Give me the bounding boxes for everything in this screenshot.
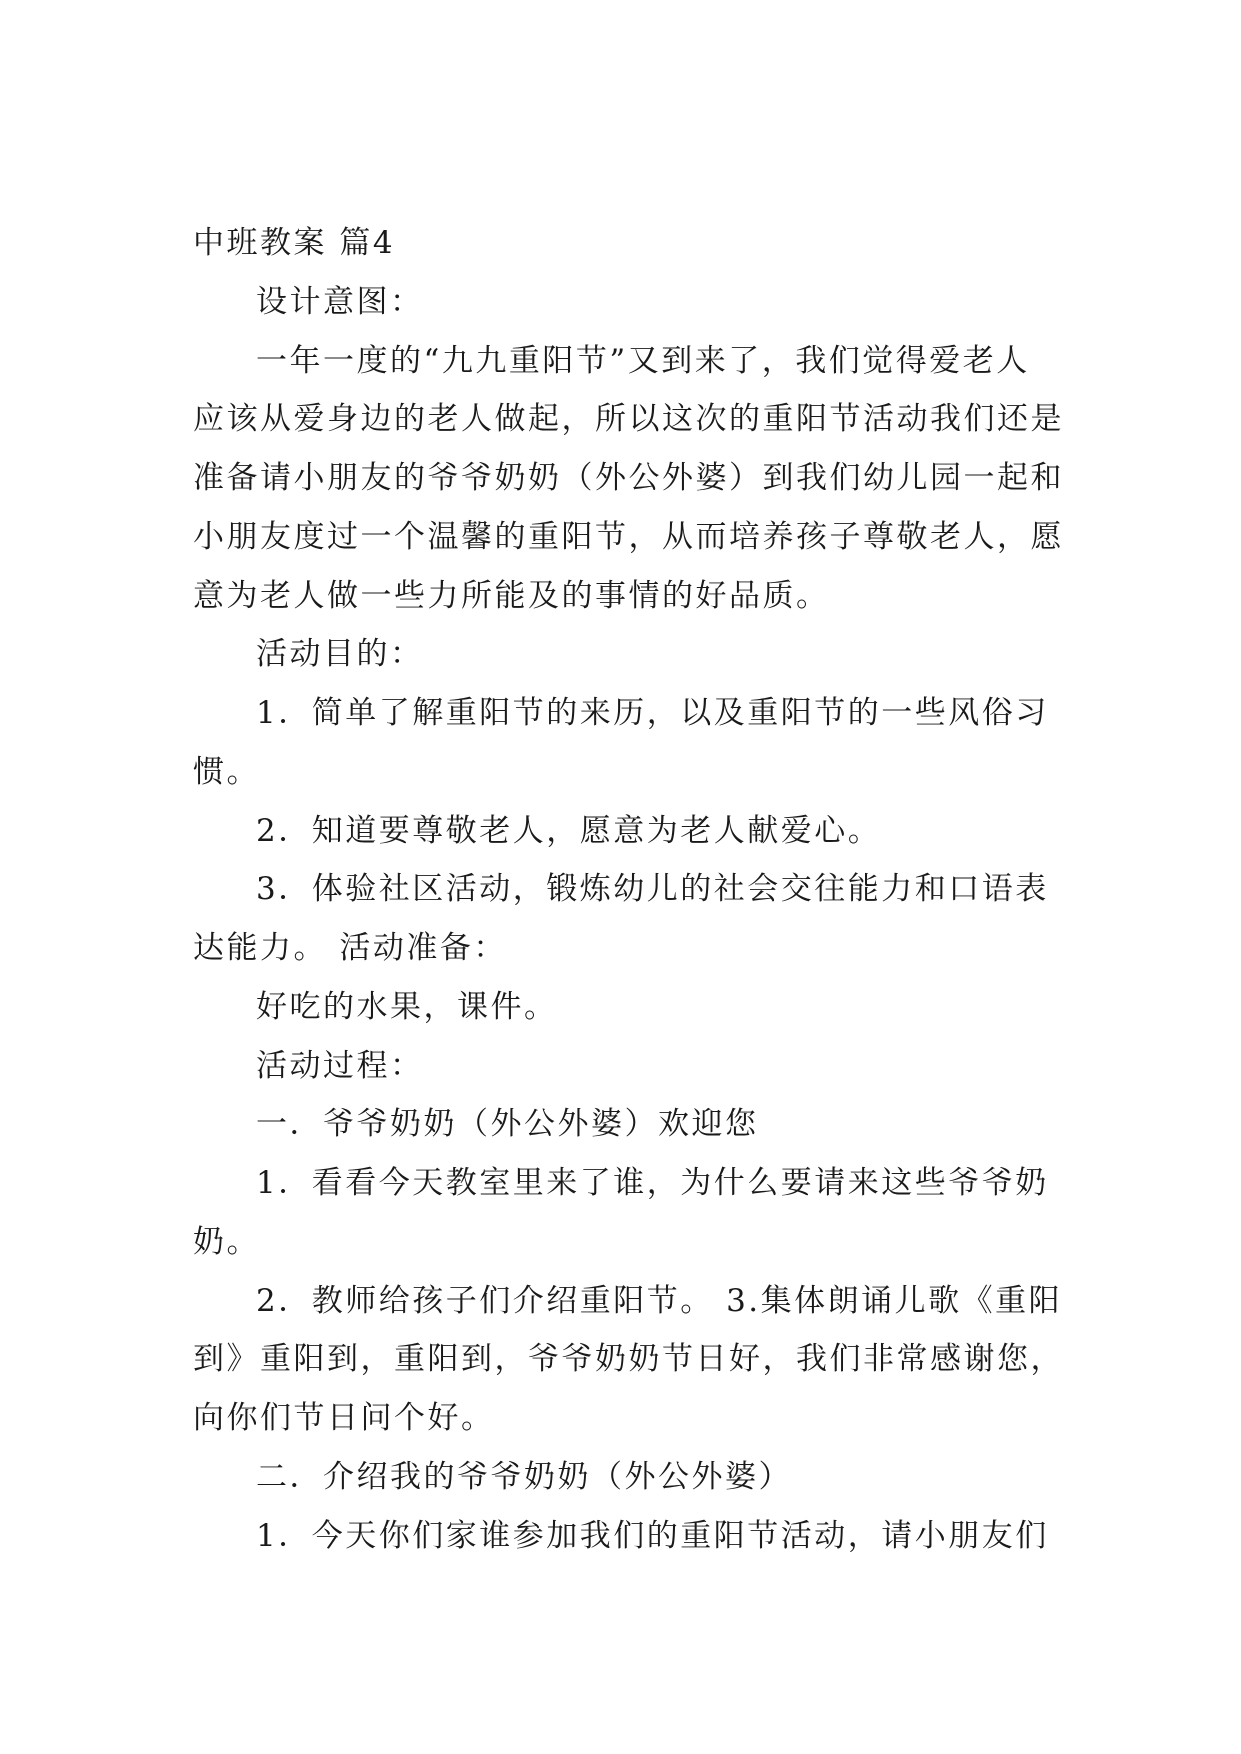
- list-item-line: 向你们节日问个好。: [193, 1400, 495, 1436]
- section-title-activity-process: 活动过程：: [256, 1048, 424, 1084]
- list-item-line: 2．知道要尊敬老人，愿意为老人献爱心。: [256, 813, 882, 849]
- subsection-title: 二．介绍我的爷爷奶奶（外公外婆）: [256, 1459, 792, 1495]
- list-item-line: 奶。: [193, 1224, 260, 1260]
- list-item-line: 1．简单了解重阳节的来历，以及重阳节的一些风俗习: [256, 695, 1049, 731]
- subsection-title: 一．爷爷奶奶（外公外婆）欢迎您: [256, 1106, 759, 1142]
- document-heading: 中班教案 篇4: [193, 225, 396, 261]
- list-item-line: 2．教师给孩子们介绍重阳节。 3.集体朗诵儿歌《重阳: [256, 1283, 1063, 1319]
- paragraph-line: 准备请小朋友的爷爷奶奶（外公外婆）到我们幼儿园一起和: [193, 460, 1064, 496]
- list-item-line: 到》重阳到，重阳到，爷爷奶奶节日好，我们非常感谢您，: [193, 1341, 1064, 1377]
- list-item-line: 惯。: [193, 754, 260, 790]
- list-item-line: 1．今天你们家谁参加我们的重阳节活动，请小朋友们: [256, 1518, 1049, 1554]
- list-item-line: 1．看看今天教室里来了谁，为什么要请来这些爷爷奶: [256, 1165, 1049, 1201]
- list-item-line: 达能力。 活动准备：: [193, 930, 507, 966]
- paragraph-line: 一年一度的“九九重阳节”又到来了，我们觉得爱老人: [256, 343, 1030, 379]
- section-title-activity-goals: 活动目的：: [256, 636, 424, 672]
- section-title-design-intent: 设计意图：: [256, 284, 424, 320]
- list-item-line: 3．体验社区活动，锻炼幼儿的社会交往能力和口语表: [256, 871, 1049, 907]
- paragraph-line: 小朋友度过一个温馨的重阳节，从而培养孩子尊敬老人，愿: [193, 519, 1064, 555]
- paragraph-line: 意为老人做一些力所能及的事情的好品质。: [193, 578, 830, 614]
- paragraph-line: 好吃的水果，课件。: [256, 989, 558, 1025]
- paragraph-line: 应该从爱身边的老人做起，所以这次的重阳节活动我们还是: [193, 401, 1064, 437]
